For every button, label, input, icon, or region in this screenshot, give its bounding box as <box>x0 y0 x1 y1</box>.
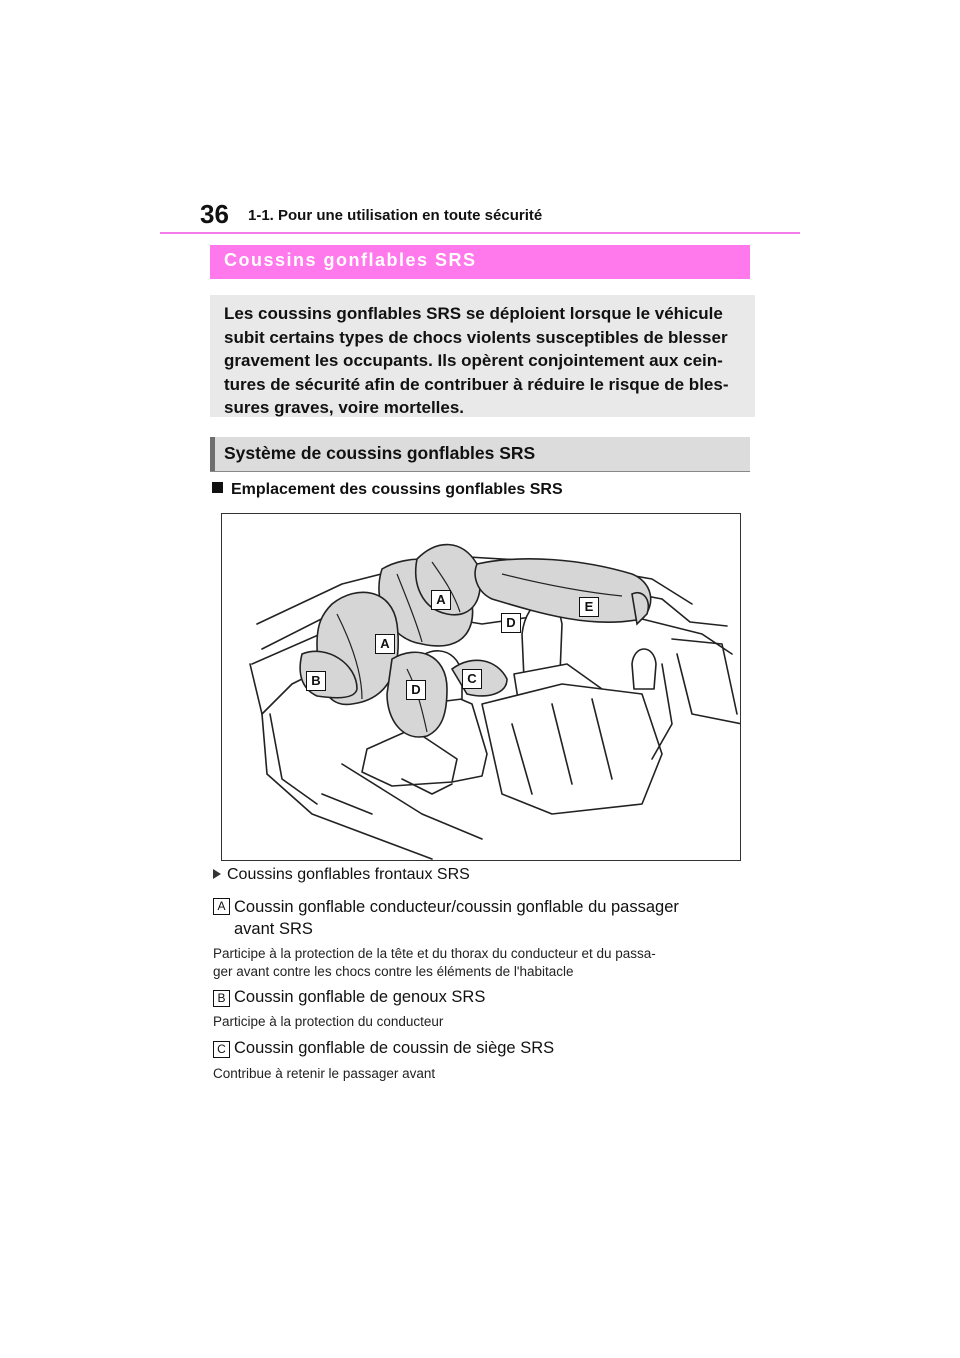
item-c-note: Contribue à retenir le passager avant <box>213 1066 436 1081</box>
subsection-heading: Système de coussins gonflables SRS <box>210 437 750 471</box>
item-a-title-line: avant SRS <box>234 920 313 938</box>
intro-line: sures graves, voire mortelles. <box>224 398 465 417</box>
key-b-box: B <box>213 990 230 1007</box>
figure-label-a1: A <box>431 590 451 610</box>
airbag-illustration <box>221 513 741 861</box>
location-heading <box>212 481 563 499</box>
item-b-title: Coussin gonflable de genoux SRS <box>234 988 486 1006</box>
item-a-note-line: Participe à la protection de la tête et du thorax du conducteur et du passa- <box>213 946 656 961</box>
subsection-accent <box>210 437 215 471</box>
intro-line: gravement les occupants. Ils opèrent conjointement aux cein- <box>224 351 723 370</box>
key-c-box: C <box>213 1041 230 1058</box>
figure-label-c: C <box>462 669 482 689</box>
page-title: Coussins gonflables SRS <box>210 245 750 279</box>
subsection-rule <box>210 471 750 472</box>
figure-label-e: E <box>579 597 599 617</box>
item-a-note-line: ger avant contre les chocs contre les éléments de l'habitacle <box>213 964 574 979</box>
intro-line: Les coussins gonflables SRS se déploient lorsque le véhicule <box>224 304 723 323</box>
intro-line: tures de sécurité afin de contribuer à réduire le risque de bles- <box>224 374 729 394</box>
section-path: 1-1. Pour une utilisation en toute sécurité <box>248 207 543 224</box>
key-a-box: A <box>213 898 230 915</box>
page-number: 36 <box>200 199 229 229</box>
header-rule <box>160 232 800 234</box>
bullet-heading <box>213 866 470 884</box>
figure-label-d2: D <box>406 680 426 700</box>
intro-box <box>210 295 755 417</box>
item-c-title: Coussin gonflable de coussin de siège SRS <box>234 1039 555 1057</box>
item-a-note <box>213 945 656 981</box>
triangle-bullet-icon <box>213 869 221 879</box>
item-a-title-line: Coussin gonflable conducteur/coussin gonflable du passager <box>234 898 679 916</box>
intro-line: subit certains types de chocs violents susceptibles de blesser <box>224 327 728 347</box>
figure-label-a2: A <box>375 634 395 654</box>
figure-label-b: B <box>306 671 326 691</box>
figure-label-d1: D <box>501 613 521 633</box>
item-a-title <box>234 896 679 940</box>
location-heading-text: Emplacement des coussins gonflables SRS <box>231 481 563 498</box>
square-bullet-icon <box>212 482 223 493</box>
item-b-note: Participe à la protection du conducteur <box>213 1014 444 1029</box>
bullet-text: Coussins gonflables frontaux SRS <box>227 866 470 883</box>
